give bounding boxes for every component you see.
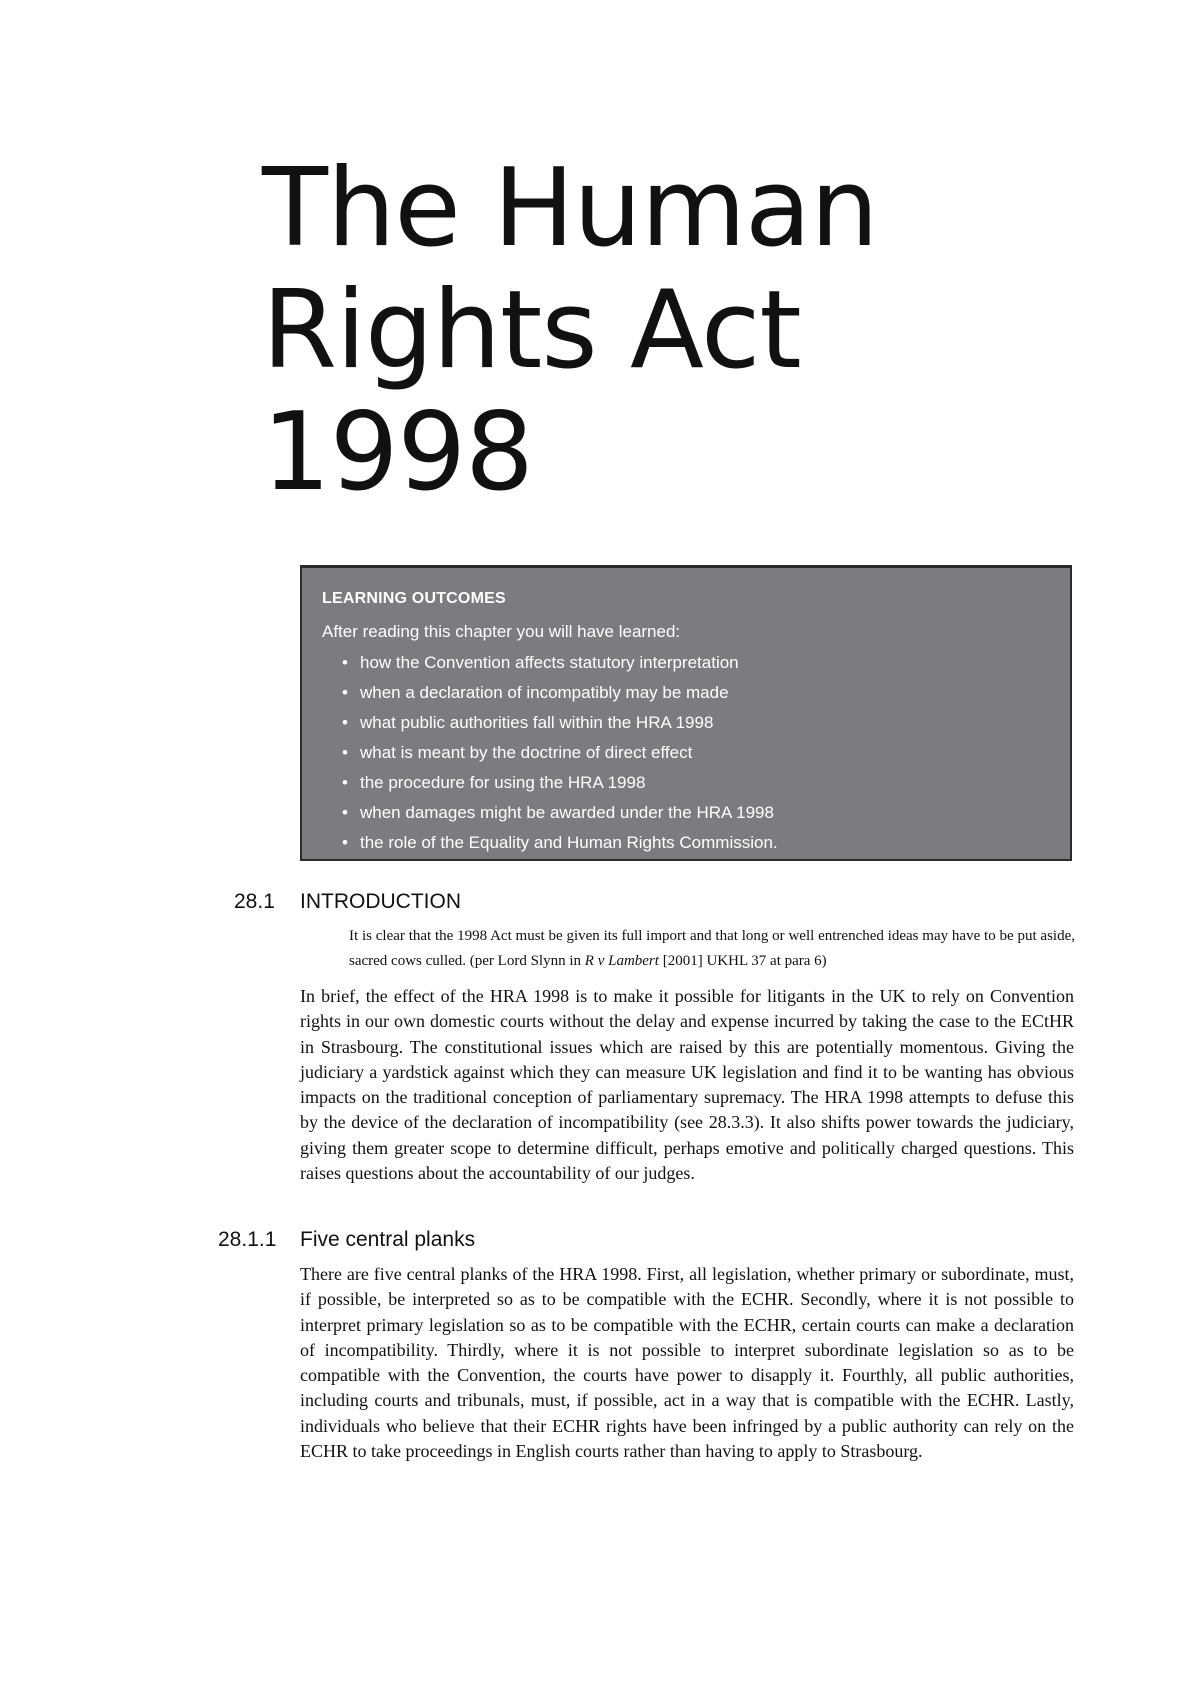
learning-outcome-item xyxy=(342,828,1050,858)
bullet-icon: • xyxy=(342,653,348,672)
bullet-icon: • xyxy=(342,683,348,702)
learning-outcome-text: when damages might be awarded under the HRA 1998 xyxy=(360,803,774,822)
bullet-icon: • xyxy=(342,713,348,732)
quote-case-name: R v Lambert xyxy=(584,953,659,969)
chapter-title-line-2: Rights Act xyxy=(262,268,801,393)
subsection-number: 28.1.1 xyxy=(218,1228,277,1251)
learning-outcome-text: how the Convention affects statutory interpretation xyxy=(360,653,739,672)
learning-outcomes-list xyxy=(322,648,1050,858)
bullet-icon: • xyxy=(342,773,348,792)
learning-outcomes-heading: LEARNING OUTCOMES xyxy=(322,590,506,607)
learning-outcome-item xyxy=(342,678,1050,708)
learning-outcome-item xyxy=(342,738,1050,768)
learning-outcome-item xyxy=(342,648,1050,678)
five-central-planks-paragraph: There are five central planks of the HRA 1998. First, all legislation, whether primary or subordinate, must, if possible, be interpreted so as to be compatible with the ECHR. Secondly, where it is not possible to interpret primary legislation so as to be compatible with the ECHR, certain courts can make a declaration of incompatibility. Thirdly, where it is not possible to interpret subordinate legislation so as to be compatible with the Convention, the courts have power to disapply it. Fourthly, all public authorities, including courts and tribunals, must, if possible, act in a way that is compatible with the ECHR. Lastly, individuals who believe that their ECHR rights have been infringed by a public authority can rely on the ECHR to take proceedings in English courts rather than having to apply to Strasbourg. xyxy=(300,1264,1074,1462)
learning-outcomes-intro: After reading this chapter you will have learned: xyxy=(322,622,681,641)
quote-text: It is clear that the 1998 Act must be given its full import and that long or well entrenched ideas may have to be put aside, sacred cows culled. (per Lord Slynn in xyxy=(349,928,1075,969)
section-number: 28.1 xyxy=(234,890,275,913)
section-heading-introduction xyxy=(234,890,734,920)
learning-outcome-item xyxy=(342,708,1050,738)
subsection-title: Five central planks xyxy=(300,1228,476,1251)
bullet-icon: • xyxy=(342,743,348,762)
learning-outcome-text: what public authorities fall within the HRA 1998 xyxy=(360,713,714,732)
epigraph-quote xyxy=(349,924,1075,974)
learning-outcome-text: the role of the Equality and Human Rights Commission. xyxy=(360,833,778,852)
learning-outcome-text: the procedure for using the HRA 1998 xyxy=(360,773,646,792)
learning-outcome-text: when a declaration of incompatibly may be made xyxy=(360,683,729,702)
bullet-icon: • xyxy=(342,803,348,822)
chapter-title xyxy=(262,148,878,514)
learning-outcomes-box xyxy=(300,565,1072,861)
section-title: INTRODUCTION xyxy=(300,890,461,913)
bullet-icon: • xyxy=(342,833,348,852)
introduction-paragraph: In brief, the effect of the HRA 1998 is to make it possible for litigants in the UK to rely on Convention rights in our own domestic courts without the delay and expense incurred by taking the case to the ECtHR in Strasbourg. The constitutional issues which are raised by this are potentially momentous. Giving the judiciary a yardstick against which they can measure UK legislation and find it to be wanting has obvious impacts on the traditional conception of parliamentary supremacy. The HRA 1998 attempts to defuse this by the device of the declaration of incompatibility (see 28.3.3). It also shifts power towards the judiciary, giving them greater scope to determine difficult, perhaps emotive and politically charged questions. This raises questions about the accountability of our judges. xyxy=(300,986,1074,1184)
learning-outcome-text: what is meant by the doctrine of direct effect xyxy=(360,743,693,762)
chapter-title-line-1: The Human xyxy=(262,146,878,271)
chapter-title-line-3: 1998 xyxy=(262,390,533,515)
section-heading-five-central-planks xyxy=(218,1228,718,1258)
learning-outcome-item xyxy=(342,768,1050,798)
learning-outcome-item xyxy=(342,798,1050,828)
quote-citation: [2001] UKHL 37 at para 6) xyxy=(658,953,827,969)
